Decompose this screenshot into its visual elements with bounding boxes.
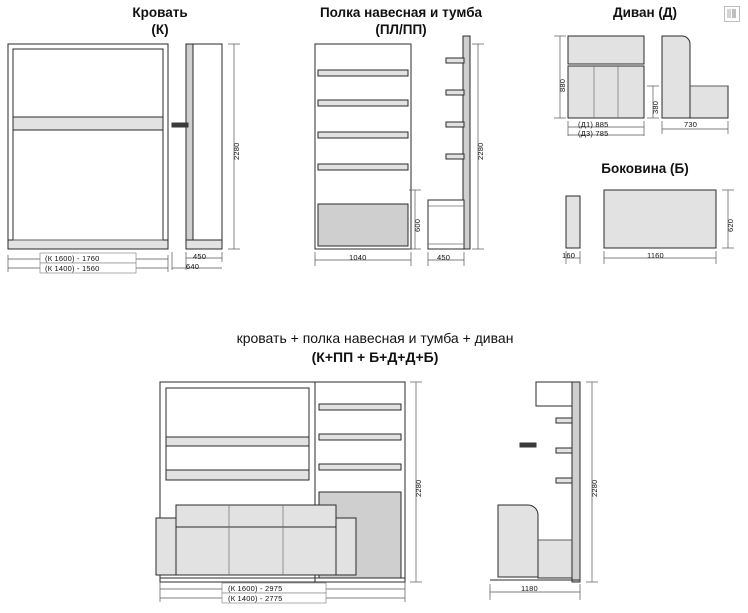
dim-side-length: 1160 (647, 251, 664, 260)
dim-side-height: 620 (726, 218, 735, 232)
dim-bed-side-depth-bottom: 640 (186, 262, 200, 271)
bed-title-line1: Кровать (132, 5, 188, 20)
shelf-front-view (315, 44, 411, 249)
dim-shelf-height: 2280 (476, 142, 485, 160)
combo-title-line1: кровать + полка навесная и тумба + диван (236, 330, 514, 346)
dim-sofa-width-d3: (Д3) 785 (578, 129, 609, 138)
shelf-title-line2: (ПЛ/ПП) (375, 22, 427, 37)
sofa-title: Диван (Д) (612, 5, 678, 20)
bed-title-line2: (К) (151, 22, 169, 37)
side-title: Боковина (Б) (601, 161, 689, 176)
combo-side-view (490, 382, 580, 582)
combo-title-line2: (К+ПП + Б+Д+Д+Б) (311, 349, 439, 365)
dim-sofa-width-d1: (Д1) 885 (578, 120, 609, 129)
combo-front-view (156, 382, 405, 582)
bed-side-view (172, 44, 222, 249)
dim-tumba-height: 600 (413, 218, 422, 232)
shelf-side-view (428, 36, 470, 249)
dim-shelf-width: 1040 (349, 253, 367, 262)
dim-combo-width-1400: (К 1400) - 2775 (228, 594, 283, 603)
sofa-side-view (662, 36, 728, 118)
dim-sofa-depth: 730 (684, 120, 698, 129)
dim-combo-depth-side: 1180 (521, 584, 538, 593)
dim-bed-height: 2280 (232, 142, 241, 160)
dim-bed-width-1400: (К 1400) - 1560 (45, 264, 100, 273)
bed-front-view (8, 44, 168, 249)
dim-tumba-width: 450 (437, 253, 451, 262)
dim-bed-side-depth-top: 450 (193, 252, 207, 261)
dim-sofa-seat-height: 380 (651, 100, 660, 114)
side-panel-view (566, 190, 716, 248)
shelf-title-line1: Полка навесная и тумба (319, 5, 483, 20)
dim-bed-width-1600: (К 1600) - 1760 (45, 254, 100, 263)
dim-sofa-height: 880 (558, 78, 567, 92)
dim-combo-height-side: 2280 (590, 479, 599, 497)
dim-side-thickness: 160 (562, 251, 576, 260)
sofa-front-view (568, 36, 644, 118)
dim-combo-height-front: 2280 (414, 479, 423, 497)
dim-combo-width-1600: (К 1600) - 2975 (228, 584, 283, 593)
